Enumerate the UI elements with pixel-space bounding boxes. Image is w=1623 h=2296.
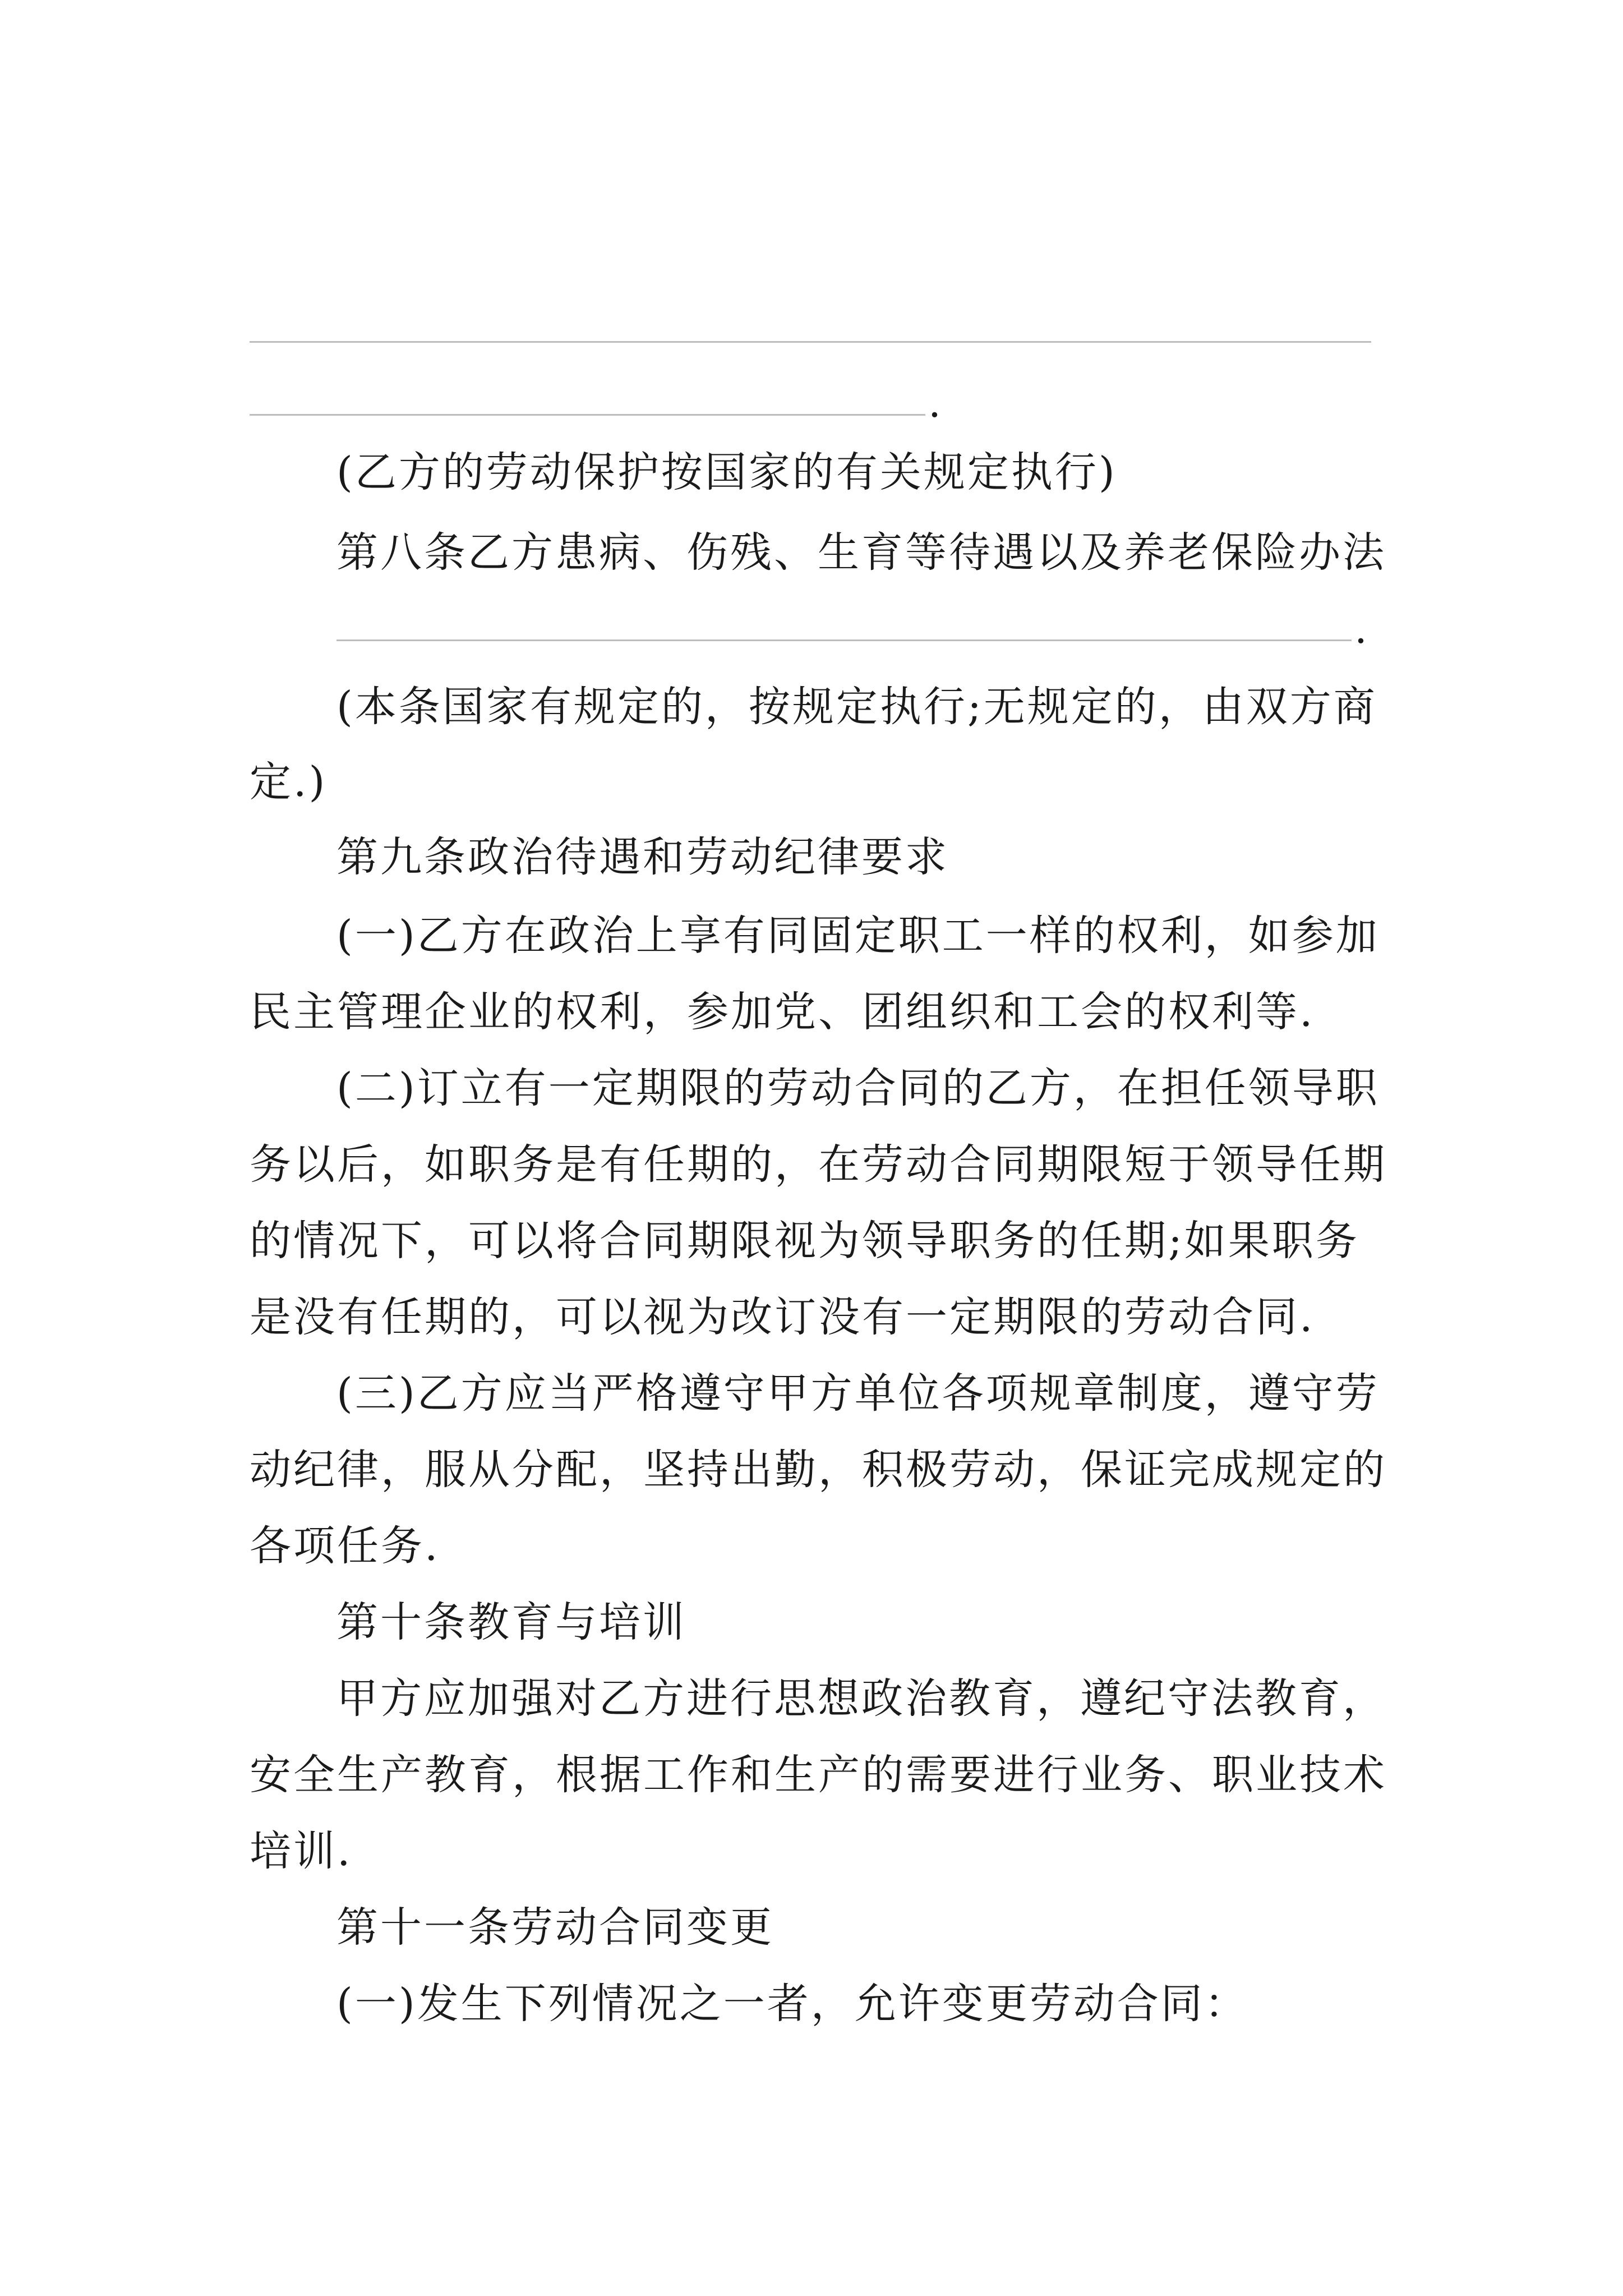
blank-fill-line bbox=[336, 639, 1352, 641]
text-line-12: (三)乙方应当严格遵守甲方单位各项规章制度，遵守劳 bbox=[336, 1369, 1380, 1418]
text-line-1: (乙方的劳动保护按国家的有关规定执行) bbox=[336, 448, 1117, 496]
blank-fill-period: . bbox=[928, 379, 941, 426]
text-line-13: 动纪律，服从分配，坚持出勤，积极劳动，保证完成规定的 bbox=[250, 1446, 1387, 1494]
blank-fill-line bbox=[250, 414, 925, 416]
text-line-15: 第十条教育与培训 bbox=[336, 1598, 686, 1646]
text-line-14: 各项任务. bbox=[250, 1522, 440, 1570]
text-line-6: (一)乙方在政治上享有同固定职工一样的权利，如参加 bbox=[336, 912, 1380, 960]
text-line-20: (一)发生下列情况之一者，允许变更劳动合同： bbox=[336, 1980, 1248, 2028]
text-line-18: 培训. bbox=[250, 1827, 353, 1875]
blank-fill-line bbox=[250, 341, 1371, 343]
text-line-19: 第十一条劳动合同变更 bbox=[336, 1903, 774, 1952]
text-line-9: 务以后，如职务是有任期的，在劳动合同期限短于领导任期 bbox=[250, 1140, 1387, 1189]
text-line-10: 的情况下，可以将合同期限视为领导职务的任期;如果职务 bbox=[250, 1217, 1359, 1265]
blank-fill-period: . bbox=[1354, 605, 1367, 652]
text-line-8: (二)订立有一定期限的劳动合同的乙方，在担任领导职 bbox=[336, 1064, 1380, 1112]
text-line-16: 甲方应加强对乙方进行思想政治教育，遵纪守法教育， bbox=[336, 1674, 1386, 1723]
text-line-5: 第九条政治待遇和劳动纪律要求 bbox=[336, 833, 949, 881]
text-line-17: 安全生产教育，根据工作和生产的需要进行业务、职业技术 bbox=[250, 1751, 1387, 1799]
text-line-3: (本条国家有规定的，按规定执行;无规定的，由双方商 bbox=[336, 683, 1377, 731]
text-line-11: 是没有任期的，可以视为改订没有一定期限的劳动合同. bbox=[250, 1293, 1315, 1341]
text-line-2: 第八条乙方患病、伤残、生育等待遇以及养老保险办法 bbox=[336, 528, 1386, 577]
text-line-4: 定.) bbox=[250, 758, 328, 806]
text-line-7: 民主管理企业的权利，参加党、团组织和工会的权利等. bbox=[250, 988, 1315, 1036]
